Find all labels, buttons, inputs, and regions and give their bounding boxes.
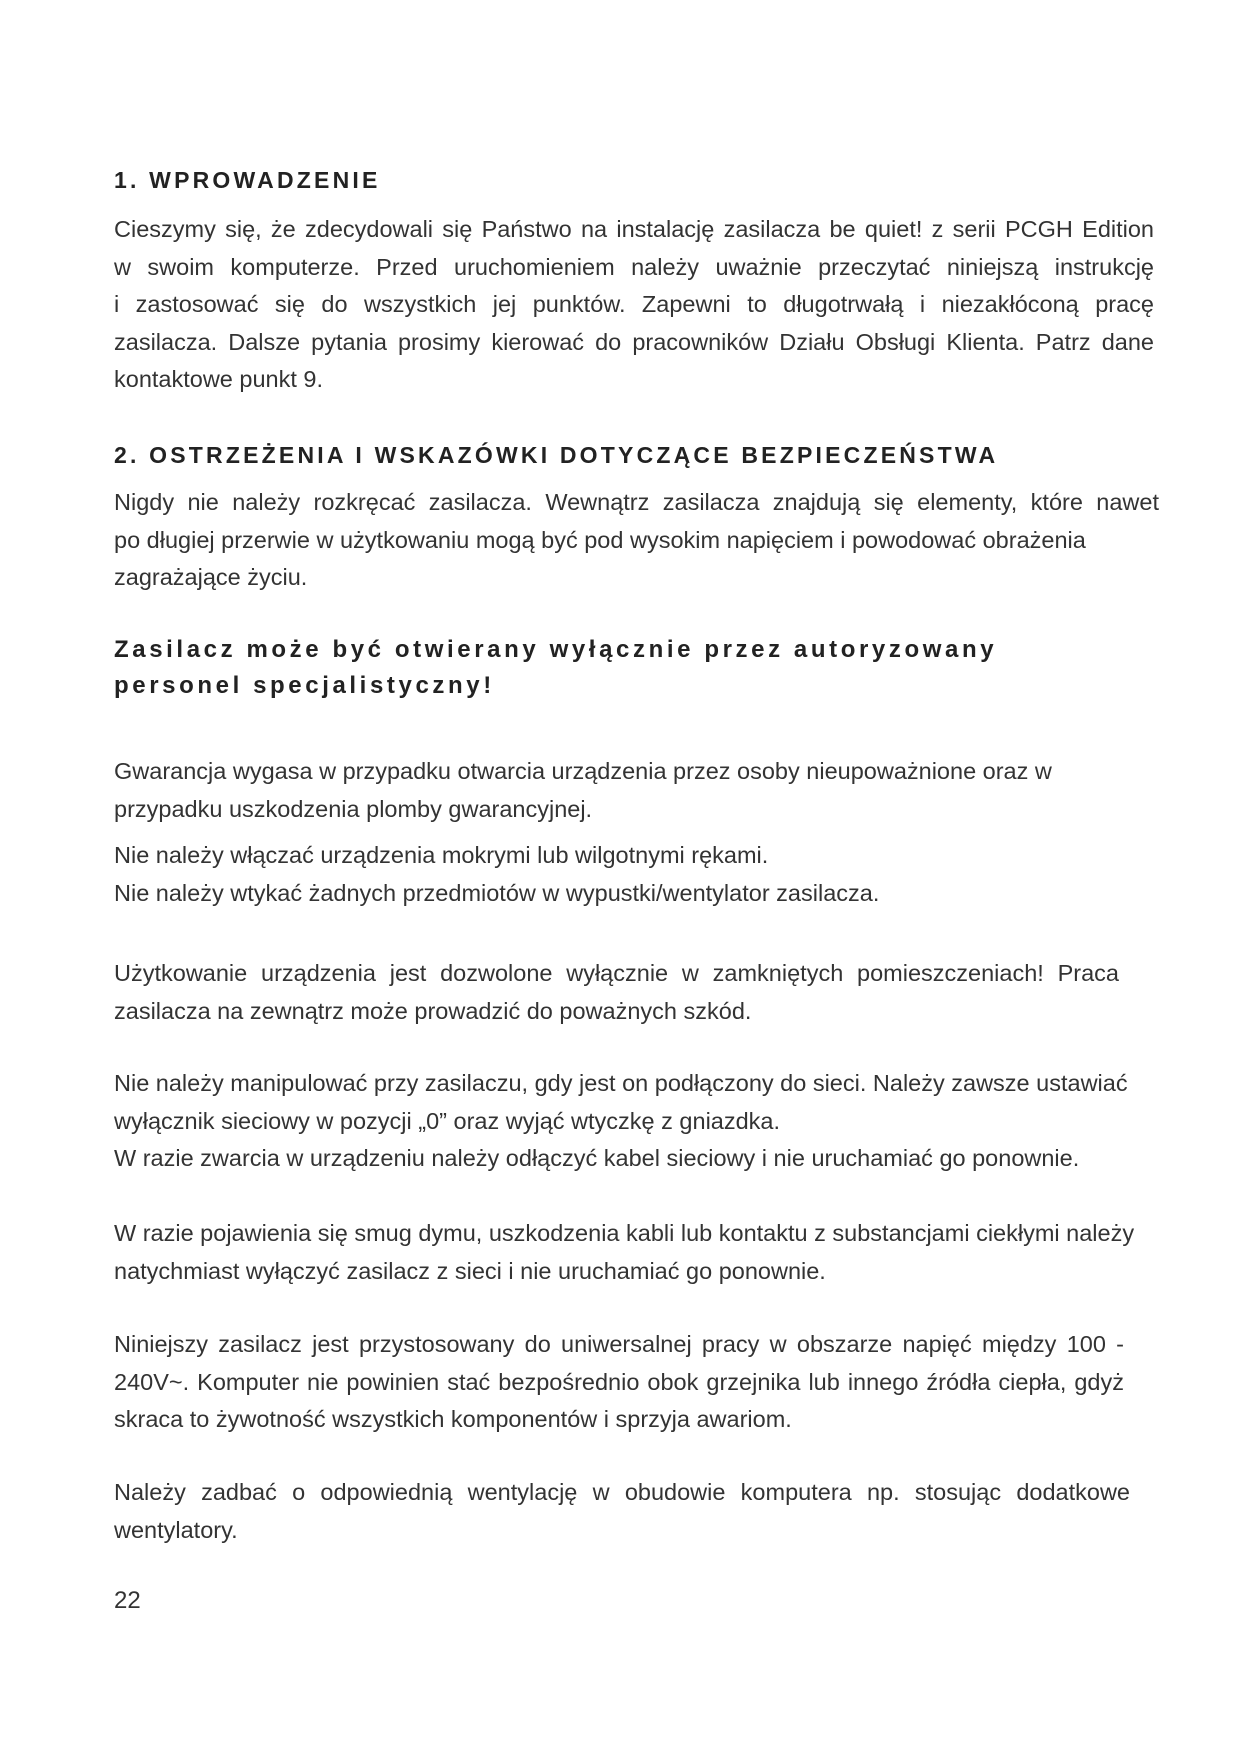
intro-line: kontaktowe punkt 9. <box>114 366 324 392</box>
safety-line: po długiej przerwie w użytkowaniu mogą być pod wysokim napięciem i powodować obrażenia <box>114 526 1086 553</box>
smoke-line: W razie pojawienia się smug dymu, uszkodzenia kabli lub kontaktu z substancjami ciekłymi należy <box>114 1220 1135 1246</box>
section-2-intro <box>114 484 1159 597</box>
handling-paragraph <box>114 837 1154 912</box>
mains-paragraph <box>114 1065 1154 1178</box>
intro-line: w swoim komputerze. Przed uruchomieniem należy uważnie przeczytać niniejszą instrukcję <box>114 253 1154 280</box>
ventilation-line: wentylatory. <box>114 1516 238 1543</box>
voltage-line: 240V~. Komputer nie powinien stać bezpośrednio obok grzejnika lub innego źródła ciepła, gdyż <box>114 1368 1124 1395</box>
mains-line: wyłącznik sieciowy w pozycji „0” oraz wyjąć wtyczkę z gniazdka. <box>114 1107 781 1134</box>
voltage-line: Niniejszy zasilacz jest przystosowany do uniwersalnej pracy w obszarze napięć między 100 - <box>114 1331 1124 1357</box>
warranty-line: przypadku uszkodzenia plomby gwarancyjnej. <box>114 795 593 822</box>
voltage-line: skraca to żywotność wszystkich komponentów i sprzyja awariom. <box>114 1406 792 1432</box>
section-1-intro <box>114 211 1154 399</box>
intro-line: Cieszymy się, że zdecydowali się Państwo na instalację zasilacza be quiet! z serii PCGH Edition <box>114 216 1154 242</box>
authorized-personnel-warning: Zasilacz może być otwierany wyłącznie przez autoryzowany personel specjalistyczny! <box>114 636 998 699</box>
ventilation-paragraph <box>114 1474 1130 1549</box>
indoor-line: Użytkowanie urządzenia jest dozwolone wyłącznie w zamkniętych pomieszczeniach! Praca <box>114 960 1119 986</box>
ventilation-line: Należy zadbać o odpowiednią wentylację w obudowie komputera np. stosując dodatkowe <box>114 1479 1130 1505</box>
voltage-paragraph <box>114 1326 1124 1439</box>
mains-line: Nie należy manipulować przy zasilaczu, gdy jest on podłączony do sieci. Należy zawsze ustawiać <box>114 1070 1128 1096</box>
section-1-heading: 1. WPROWADZENIE <box>114 167 381 193</box>
warranty-paragraph <box>114 753 1154 828</box>
warranty-line: Gwarancja wygasa w przypadku otwarcia urządzenia przez osoby nieupoważnione oraz w <box>114 758 1052 784</box>
smoke-paragraph <box>114 1215 1154 1290</box>
intro-line: zasilacza. Dalsze pytania prosimy kierować do pracowników Działu Obsługi Klienta. Patrz dane <box>114 328 1154 355</box>
objects-line: Nie należy wtykać żadnych przedmiotów w wypustki/wentylator zasilacza. <box>114 879 880 906</box>
safety-line: zagrażające życiu. <box>114 564 308 590</box>
section-2-heading: 2. OSTRZEŻENIA I WSKAZÓWKI DOTYCZĄCE BEZPIECZEŃSTWA <box>114 442 999 468</box>
indoor-use-paragraph <box>114 955 1119 1030</box>
page-number: 22 <box>114 1587 141 1614</box>
safety-line: Nigdy nie należy rozkręcać zasilacza. Wewnątrz zasilacza znajdują się elementy, które nawet <box>114 489 1159 515</box>
intro-line: i zastosować się do wszystkich jej punktów. Zapewni to długotrwałą i niezakłóconą pracę <box>114 291 1154 317</box>
smoke-line: natychmiast wyłączyć zasilacz z sieci i nie uruchamiać go ponownie. <box>114 1257 826 1284</box>
mains-line: W razie zwarcia w urządzeniu należy odłączyć kabel sieciowy i nie uruchamiać go ponownie. <box>114 1145 1080 1171</box>
wet-hands-line: Nie należy włączać urządzenia mokrymi lub wilgotnymi rękami. <box>114 842 769 868</box>
indoor-line: zasilacza na zewnątrz może prowadzić do poważnych szkód. <box>114 997 752 1024</box>
